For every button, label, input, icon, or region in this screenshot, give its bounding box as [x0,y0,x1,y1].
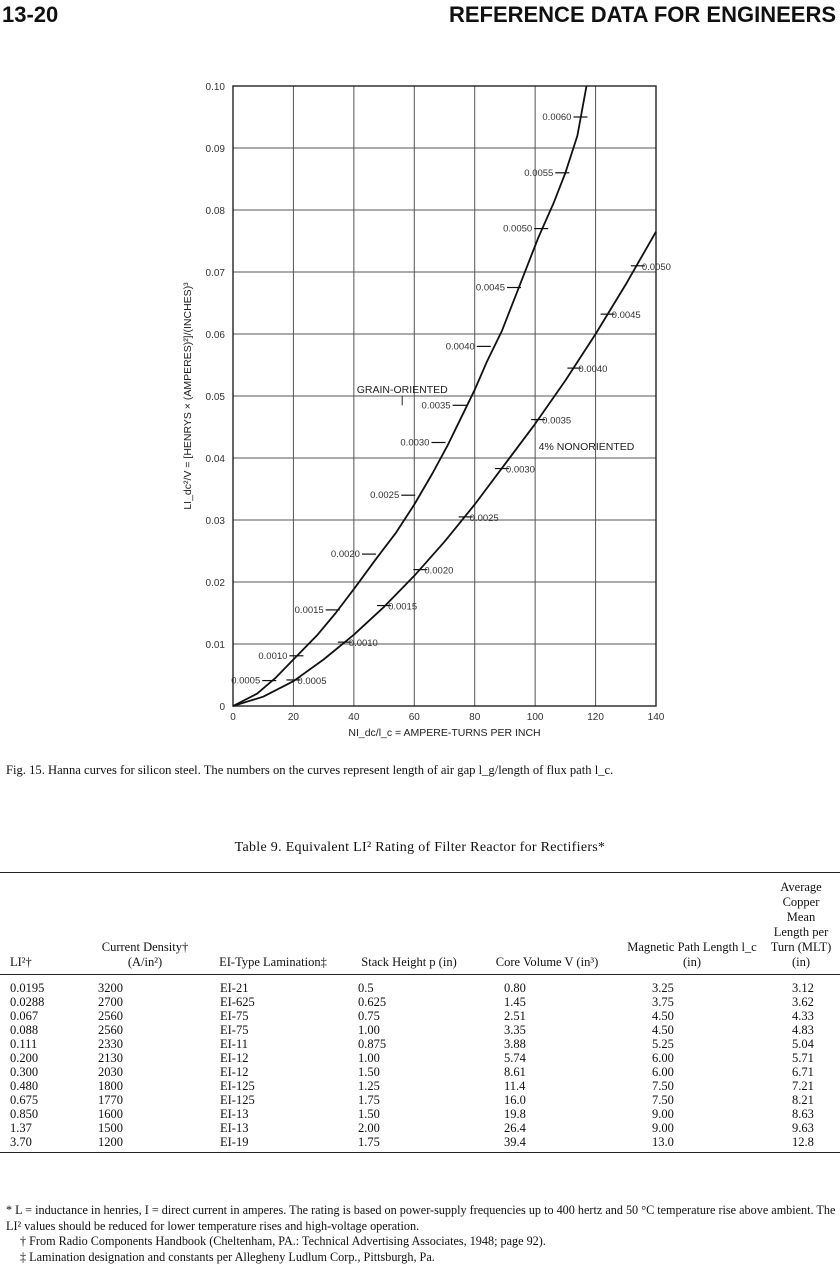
running-title: REFERENCE DATA FOR ENGINEERS [448,2,836,27]
curve-mark-label: 0.0010 [348,638,378,650]
cell-stack-height: 2.00 [358,1121,380,1135]
table-row [8,1107,836,1121]
cell-stack-height: 1.75 [358,1135,380,1149]
cell-current-density: 1500 [98,1121,123,1135]
cell-stack-height: 1.50 [358,1065,380,1079]
y-tick-label: 0.01 [205,640,225,651]
cell-path-length: 6.00 [652,1065,674,1079]
cell-current-density: 1800 [98,1079,123,1093]
col-header-stack-height: Stack Height p (in) [361,955,457,969]
cell-li2: 0.0195 [10,981,45,995]
cell-current-density: 2560 [98,1009,123,1023]
cell-li2: 0.0288 [10,995,45,1009]
cell-core-volume: 19.8 [504,1107,526,1121]
cell-stack-height: 1.50 [358,1107,380,1121]
cell-stack-height: 0.75 [358,1009,380,1023]
annotation-grain-oriented: GRAIN-ORIENTED [356,383,448,396]
y-tick-label: 0 [219,702,225,713]
cell-li2: 0.067 [10,1009,39,1023]
cell-li2: 0.200 [10,1051,39,1065]
cell-mlt: 12.8 [792,1135,814,1149]
cell-current-density: 2330 [98,1037,123,1051]
cell-mlt: 6.71 [792,1065,814,1079]
cell-stack-height: 0.875 [358,1037,387,1051]
curve-mark-label: 0.0030 [400,437,430,449]
y-tick-label: 0.07 [205,268,225,279]
cell-li2: 0.088 [10,1023,39,1037]
cell-path-length: 7.50 [652,1093,674,1107]
cell-core-volume: 26.4 [504,1121,526,1135]
y-tick-label: 0.02 [205,578,225,589]
cell-core-volume: 0.80 [504,981,526,995]
y-tick-label: 0.10 [205,82,225,93]
col-header-mlt: Average Copper Mean Length per Turn (MLT)(in) [770,880,832,969]
cell-core-volume: 11.4 [504,1079,526,1093]
cell-li2: 0.480 [10,1079,39,1093]
y-axis-label: LI_dc²/V = [HENRYS × (AMPERES)²]/(INCHES)³ [182,282,194,510]
y-tick-label: 0.03 [205,516,225,527]
curve-mark-label: 0.0020 [424,565,454,577]
table-title: Table 9. Equivalent LI² Rating of Filter Reactor for Rectifiers* [234,840,606,855]
hanna-curves-chart [0,70,840,750]
x-tick-label: 140 [647,712,665,723]
cell-path-length: 4.50 [652,1023,674,1037]
col-header-core-volume: Core Volume V (in³) [495,955,599,969]
cell-li2: 3.70 [10,1135,32,1149]
table-row [8,1093,836,1107]
cell-path-length: 9.00 [652,1107,674,1121]
table-row [8,1121,836,1135]
y-tick-label: 0.08 [205,206,225,217]
figure-caption: Fig. 15. Hanna curves for silicon steel. The numbers on the curves represent length of air gap l_g/length of flux path l_c. [6,763,614,777]
col-header-li2: LI²† [10,955,32,969]
table-row [8,974,836,995]
cell-li2: 0.675 [10,1093,39,1107]
y-tick-label: 0.06 [205,330,225,341]
curve-mark-label: 0.0060 [542,112,572,123]
cell-current-density: 2130 [98,1051,123,1065]
cell-li2: 0.111 [10,1037,38,1051]
curve-mark-label: 0.0025 [469,512,499,524]
cell-core-volume: 3.35 [504,1023,526,1037]
x-tick-label: 20 [287,712,299,723]
cell-core-volume: 2.51 [504,1009,526,1023]
footnotes [6,1203,838,1265]
cell-mlt: 3.12 [792,981,814,995]
cell-stack-height: 0.625 [358,995,387,1009]
cell-lamination: EI-125 [220,1093,255,1107]
cell-path-length: 9.00 [652,1121,674,1135]
cell-mlt: 4.83 [792,1023,814,1037]
cell-mlt: 7.21 [792,1079,814,1093]
curve-mark-label: 0.0050 [503,223,533,235]
x-tick-label: 120 [587,712,604,723]
y-tick-label: 0.05 [205,392,225,403]
table-row [8,1023,836,1037]
cell-core-volume: 5.74 [504,1051,526,1065]
cell-mlt: 3.62 [792,995,814,1009]
y-tick-label: 0.09 [205,144,225,155]
cell-lamination: EI-75 [220,1009,249,1023]
col-header-lamination: EI-Type Lamination‡ [219,955,327,969]
cell-lamination: EI-13 [220,1121,249,1135]
cell-stack-height: 1.00 [358,1023,380,1037]
cell-lamination: EI-75 [220,1023,249,1037]
cell-lamination: EI-625 [220,995,255,1009]
table-row [8,1051,836,1065]
cell-core-volume: 39.4 [504,1135,526,1149]
cell-mlt: 5.71 [792,1051,814,1065]
cell-current-density: 2030 [98,1065,123,1079]
x-tick-label: 100 [526,712,544,723]
curve-mark-label: 0.0005 [231,675,261,687]
curve-mark-label: 0.0040 [445,341,475,353]
cell-current-density: 1770 [98,1093,123,1107]
cell-lamination: EI-11 [220,1037,248,1051]
annotation-nonoriented: 4% NONORIENTED [538,440,635,453]
curve-mark-label: 0.0035 [542,415,572,427]
cell-lamination: EI-21 [220,981,249,995]
cell-mlt: 5.04 [792,1037,814,1051]
curve-mark-label: 0.0015 [294,604,324,616]
table-header-rule [0,974,840,975]
cell-li2: 1.37 [10,1121,32,1135]
nonoriented-curve [233,232,656,706]
table-row [8,1009,836,1023]
cell-core-volume: 16.0 [504,1093,526,1107]
cell-path-length: 4.50 [652,1009,674,1023]
cell-stack-height: 1.25 [358,1079,380,1093]
y-tick-label: 0.04 [205,454,225,465]
cell-path-length: 13.0 [652,1135,674,1149]
cell-current-density: 3200 [98,981,123,995]
curve-mark-label: 0.0030 [505,464,535,476]
curve-mark-label: 0.0035 [421,400,451,412]
table-row [8,995,836,1009]
cell-mlt: 9.63 [792,1121,814,1135]
cell-path-length: 5.25 [652,1037,674,1051]
cell-core-volume: 3.88 [504,1037,526,1051]
page-number: 13-20 [2,2,59,27]
cell-core-volume: 1.45 [504,995,526,1009]
cell-path-length: 3.25 [652,981,674,995]
x-tick-label: 60 [408,712,420,723]
curve-mark-label: 0.0010 [258,650,288,662]
cell-lamination: EI-13 [220,1107,249,1121]
curve-mark-label: 0.0050 [641,261,671,273]
x-tick-label: 80 [469,712,481,723]
curve-mark-label: 0.0005 [297,675,327,687]
table-row [8,1065,836,1079]
cell-current-density: 1200 [98,1135,123,1149]
cell-li2: 0.300 [10,1065,39,1079]
cell-current-density: 2700 [98,995,123,1009]
cell-current-density: 2560 [98,1023,123,1037]
table-row [8,1079,836,1093]
cell-li2: 0.850 [10,1107,39,1121]
x-axis-label: NI_dc/l_c = AMPERE-TURNS PER INCH [348,727,541,739]
cell-mlt: 4.33 [792,1009,814,1023]
page-header [0,2,840,32]
curve-mark-label: 0.0055 [524,167,554,179]
table-top-rule [0,872,840,873]
cell-lamination: EI-12 [220,1051,249,1065]
cell-lamination: EI-12 [220,1065,249,1079]
table-row [8,1037,836,1051]
cell-stack-height: 1.00 [358,1051,380,1065]
curve-mark-label: 0.0025 [370,490,400,502]
cell-mlt: 8.21 [792,1093,814,1107]
table-header-row [8,880,836,974]
table-row [8,1135,836,1149]
curve-mark-label: 0.0045 [611,310,641,322]
table-bottom-rule [0,1152,840,1153]
col-header-current-density: Current Density† (A/in²) [101,940,189,969]
curve-mark-label: 0.0040 [578,364,608,376]
cell-mlt: 8.63 [792,1107,814,1121]
col-header-path-length: Magnetic Path Length l_c (in) [627,940,757,969]
cell-path-length: 3.75 [652,995,674,1009]
cell-path-length: 6.00 [652,1051,674,1065]
curve-mark-label: 0.0045 [475,282,505,294]
cell-lamination: EI-125 [220,1079,255,1093]
cell-current-density: 1600 [98,1107,123,1121]
curve-mark-label: 0.0020 [330,549,360,561]
cell-stack-height: 0.5 [358,981,374,995]
x-tick-label: 0 [230,712,236,723]
curve-mark-label: 0.0015 [388,601,418,613]
footnote-dagger: † From Radio Components Handbook (Cheltenham, PA.: Technical Advertising Associates, 1948; page 92). [20,1234,546,1248]
cell-path-length: 7.50 [652,1079,674,1093]
footnote-star: * L = inductance in henries, I = direct current in amperes. The rating is based on power-supply frequencies up to 400 hertz and 50 °C temperature rise above ambient. The LI² values should be reduced for lower temperature rises and high-voltage operation. [6,1203,836,1233]
footnote-double-dagger: ‡ Lamination designation and constants per Allegheny Ludlum Corp., Pittsburgh, Pa. [20,1249,435,1264]
x-tick-label: 40 [348,712,360,723]
cell-core-volume: 8.61 [504,1065,526,1079]
cell-lamination: EI-19 [220,1135,249,1149]
filter-reactor-table [8,880,836,1149]
cell-stack-height: 1.75 [358,1093,380,1107]
